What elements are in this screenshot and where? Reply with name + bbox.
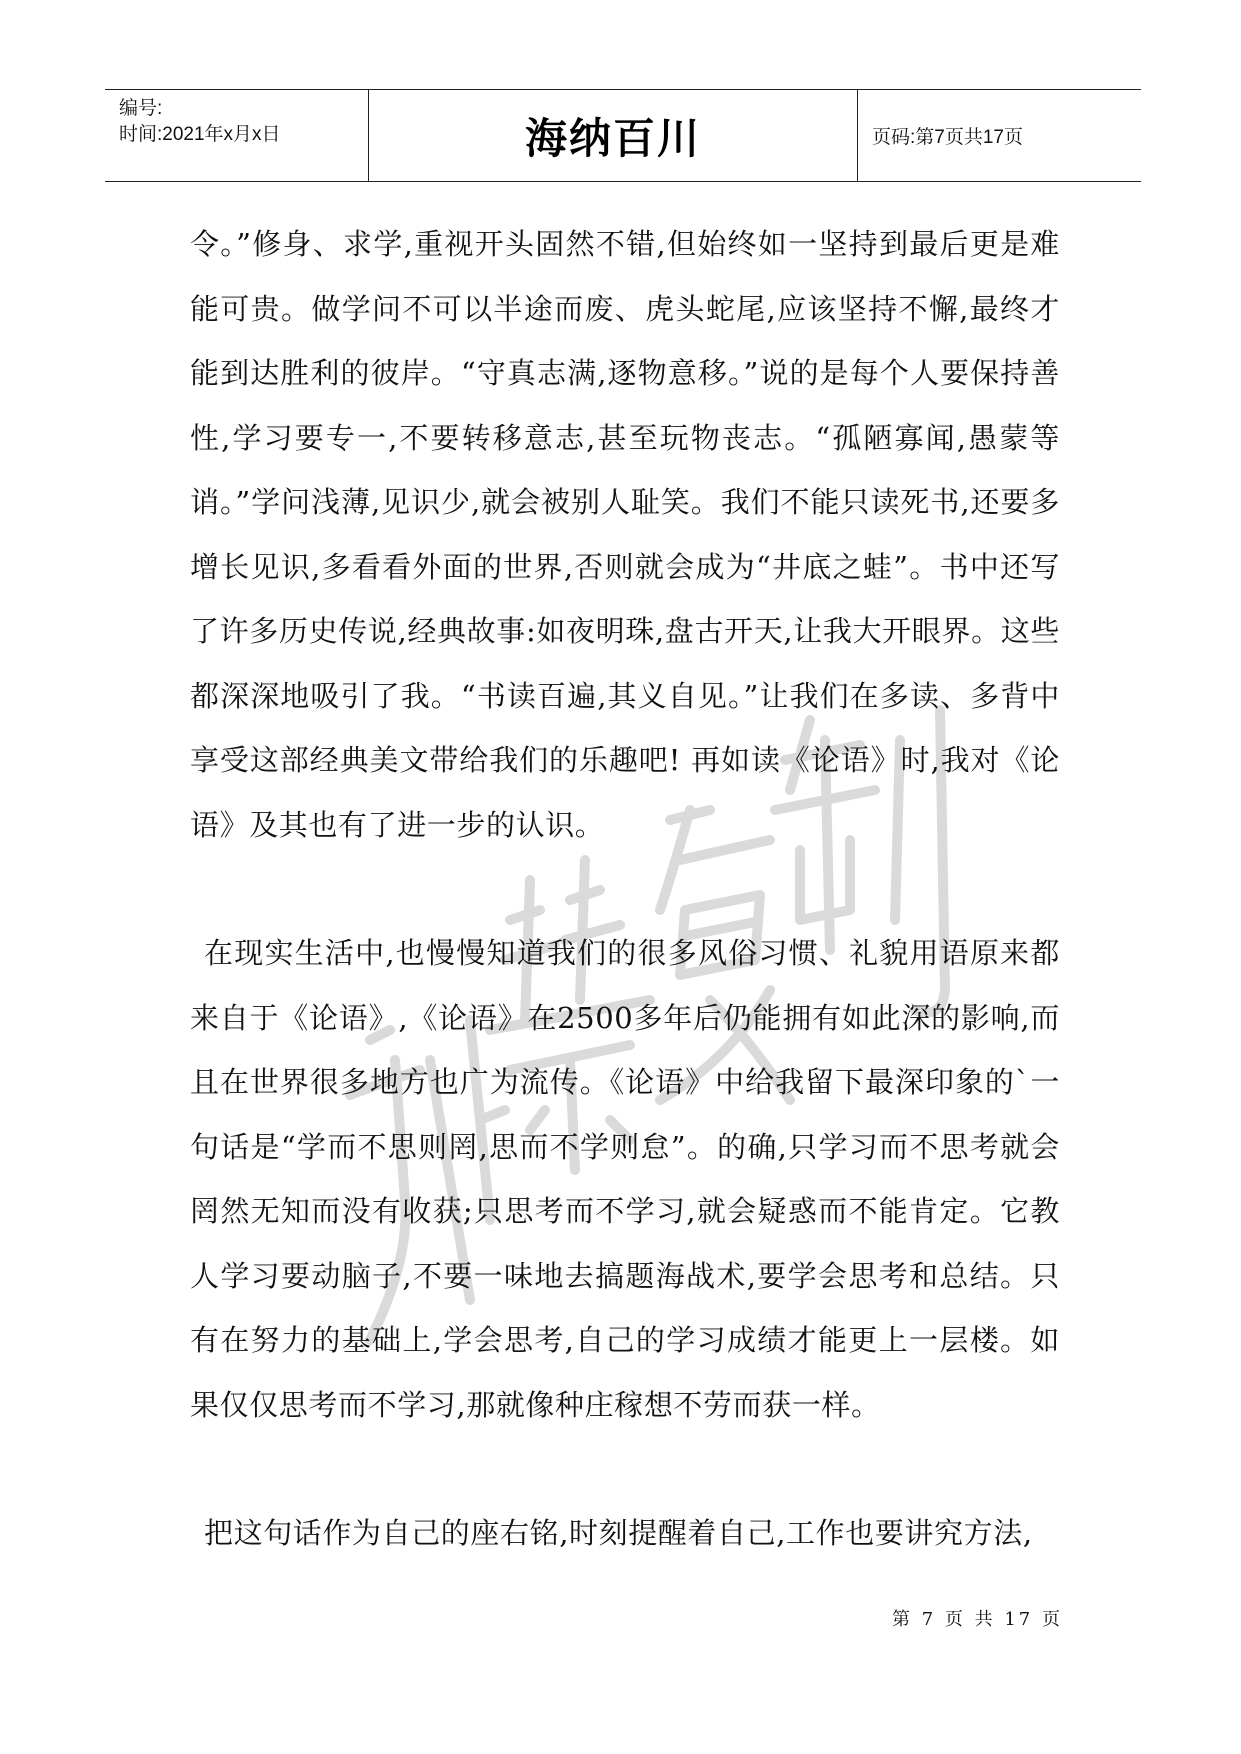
header-page-cell: [858, 90, 1141, 181]
header-brand-cell: [369, 90, 858, 181]
document-time-label: 时间:2021年x月x日: [119, 124, 281, 145]
body-paragraph-1: 令。”修身、求学,重视开头固然不错,但始终如一坚持到最后更是难能可贵。做学问不可以半途而废、虎头蛇尾,应该坚持不懈,最终才能到达胜利的彼岸。“守真志满,逐物意移。”说的是每个人要保持善性,学习要专一,不要转移意志,甚至玩物丧志。“孤陋寡闻,愚蒙等诮。”学问浅薄,见识少,就会被别人耻笑。我们不能只读死书,还要多增长见识,多看看外面的世界,否则就会成为“井底之蛙”。书中还写了许多历史传说,经典故事:如夜明珠,盘古开天,让我大开眼界。这些都深深地吸引了我。“书读百遍,其义自见。”让我们在多读、多背中享受这部经典美文带给我们的乐趣吧! 再如读《论语》时,我对《论语》及其也有了进一步的认识。: [190, 227, 1060, 842]
header-page-label: 页码:第7页共17页: [872, 127, 1023, 148]
body-paragraph-2: 在现实生活中,也慢慢知道我们的很多风俗习惯、礼貌用语原来都来自于《论语》,《论语》在2500多年后仍能拥有如此深的影响,而且在世界很多地方也广为流传。《论语》中给我留下最深印象的`一句话是“学而不思则罔,思而不学则怠”。的确,只学习而不思考就会罔然无知而没有收获;只思考而不学习,就会疑惑而不能肯定。它教人学习要动脑子,不要一味地去搞题海战术,要学会思考和总结。只有在努力的基础上,学会思考,自己的学习成绩才能更上一层楼。如果仅仅思考而不学习,那就像种庄稼想不劳而获一样。: [190, 936, 1060, 1422]
document-body: [190, 212, 1060, 1566]
header-table: [105, 89, 1141, 182]
document-number-label: 编号:: [119, 98, 163, 119]
brand-title: 海纳百川: [524, 113, 701, 163]
header-meta-cell: [105, 90, 369, 181]
body-paragraph-3: 把这句话作为自己的座右铭,时刻提醒着自己,工作也要讲究方法,: [204, 1516, 1033, 1550]
footer-page-number: 第 7 页 共 17 页: [892, 1609, 1063, 1630]
